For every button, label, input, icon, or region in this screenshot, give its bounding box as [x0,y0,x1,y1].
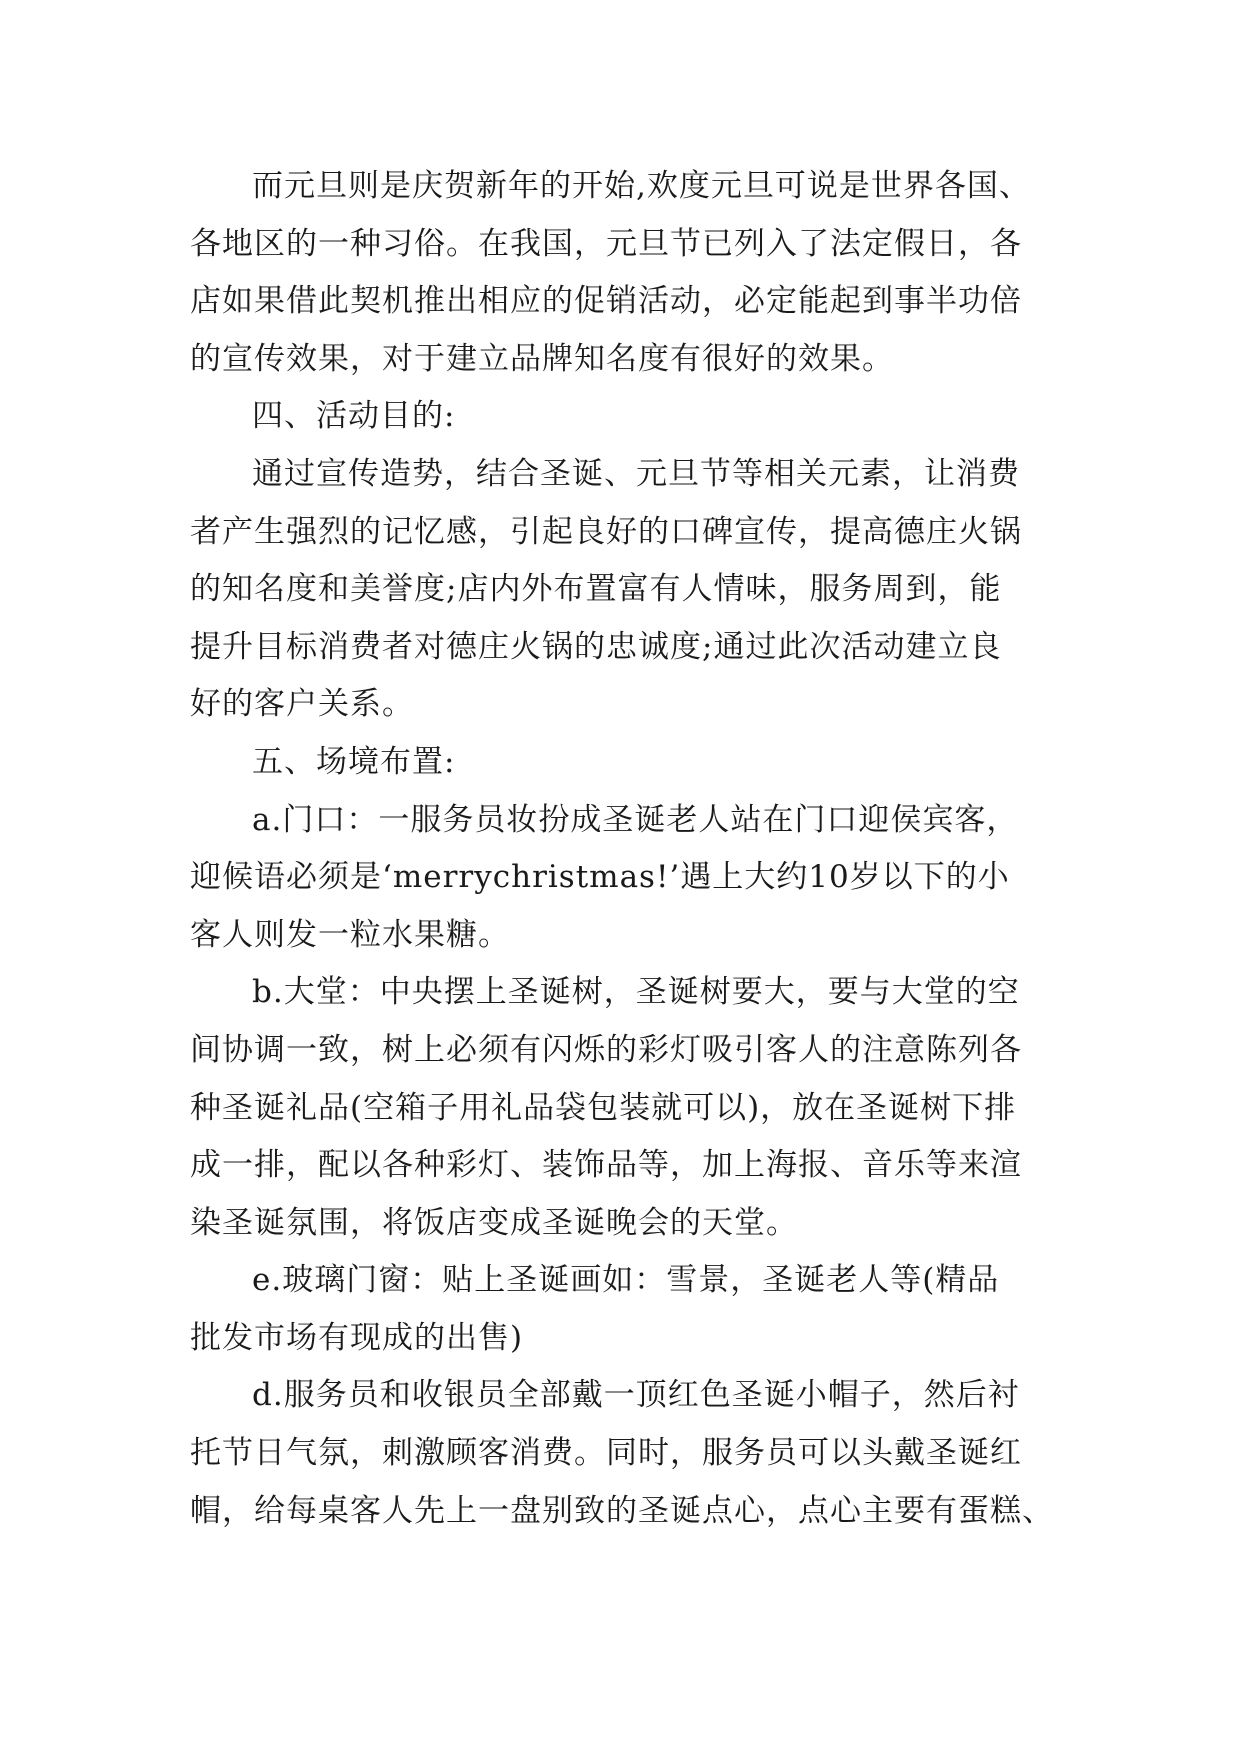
text-line: d.服务员和收银员全部戴一顶红色圣诞小帽子，然后衬 [252,1377,1020,1414]
text-line: 店如果借此契机推出相应的促销活动，必定能起到事半功倍 [190,283,1022,320]
text-line: b.大堂：中央摆上圣诞树，圣诞树要大，要与大堂的空 [252,974,1020,1011]
section-heading: 四、活动目的: [252,398,456,435]
text-line: 各地区的一种习俗。在我国，元旦节已列入了法定假日，各 [190,225,1022,262]
document-body [190,158,1070,1540]
text-line: 的宣传效果，对于建立品牌知名度有很好的效果。 [190,340,894,377]
text-line: 种圣诞礼品(空箱子用礼品袋包装就可以)，放在圣诞树下排 [190,1089,1017,1126]
text-line: e.玻璃门窗：贴上圣诞画如：雪景，圣诞老人等(精品 [252,1262,1000,1299]
text-line: 通过宣传造势，结合圣诞、元旦节等相关元素，让消费 [252,455,1020,492]
text-line: 而元旦则是庆贺新年的开始,欢度元旦可说是世界各国、 [252,168,1031,204]
text-line: 成一排，配以各种彩灯、装饰品等，加上海报、音乐等来渲 [190,1147,1022,1184]
text-line: 客人则发一粒水果糖。 [190,916,510,953]
text-line: 者产生强烈的记忆感，引起良好的口碑宣传，提高德庄火锅 [190,513,1022,550]
text-line: 间协调一致，树上必须有闪烁的彩灯吸引客人的注意陈列各 [190,1031,1022,1068]
text-line: 托节日气氛，刺激顾客消费。同时，服务员可以头戴圣诞红 [190,1435,1022,1472]
section-heading: 五、场境布置: [252,743,456,780]
text-line: 批发市场有现成的出售) [190,1319,524,1356]
text-line: 提升目标消费者对德庄火锅的忠诚度;通过此次活动建立良 [190,628,1002,665]
text-line: 迎候语必须是‘merrychristmas!’遇上大约10岁以下的小 [190,859,1010,896]
text-line: 染圣诞氛围，将饭店变成圣诞晚会的天堂。 [190,1204,798,1241]
text-line: 帽，给每桌客人先上一盘别致的圣诞点心，点心主要有蛋糕、 [190,1492,1054,1529]
text-line: 好的客户关系。 [190,686,414,723]
text-line: a.门口：一服务员妆扮成圣诞老人站在门口迎侯宾客， [252,801,1019,838]
text-line: 的知名度和美誉度;店内外布置富有人情味，服务周到，能 [190,571,1002,608]
